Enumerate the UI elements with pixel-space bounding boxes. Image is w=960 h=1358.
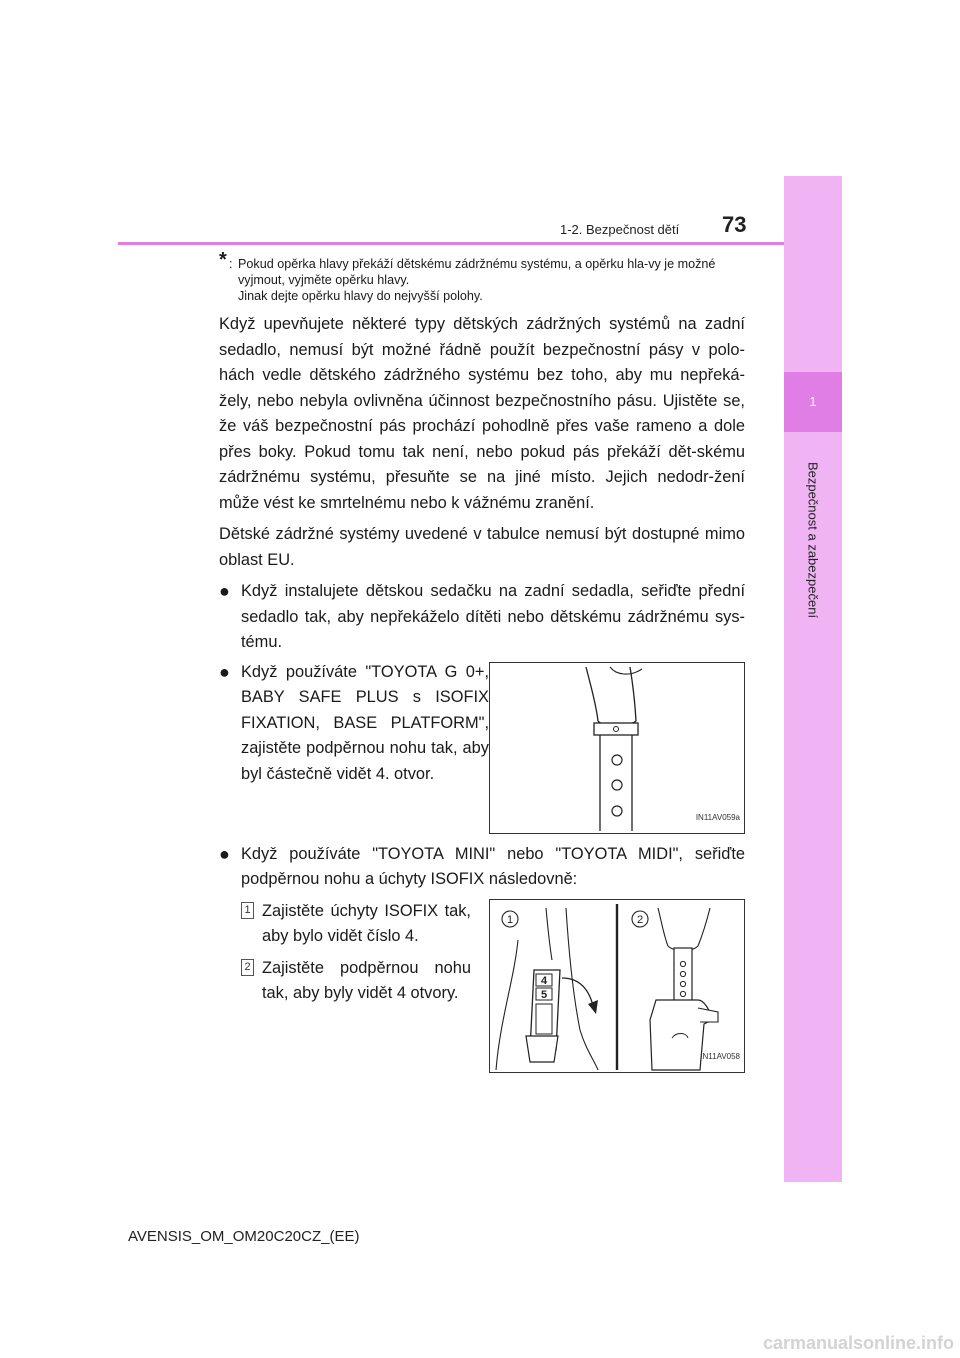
bullet-text-3: Když používáte "TOYOTA MINI" nebo "TOYOTA MIDI", seřiďte podpěrnou nohu a úchyty ISOFIX následovně: xyxy=(241,844,745,888)
step-number-2: 2 xyxy=(241,959,254,976)
page-number: 73 xyxy=(722,212,747,237)
figure-support-leg xyxy=(489,662,745,834)
watermark: carmanualsonline.info xyxy=(762,1333,954,1353)
isofix-steps xyxy=(241,899,471,1013)
bullet-item-3 xyxy=(219,842,745,893)
footnote xyxy=(219,249,745,304)
figure-isofix-adjust xyxy=(489,899,745,1073)
bullet-row-2 xyxy=(219,662,745,834)
isofix-steps-row xyxy=(219,899,745,1073)
document-code: AVENSIS_OM_OM20C20CZ_(EE) xyxy=(128,1228,360,1245)
body-paragraph-2: Dětské zádržné systémy uvedené v tabulce nemusí být dostupné mimo oblast EU. xyxy=(219,525,745,569)
bullet-item-2 xyxy=(219,660,489,788)
header-rule xyxy=(118,242,784,245)
step-text-1: Zajistěte úchyty ISOFIX tak, aby bylo vidět číslo 4. xyxy=(262,901,471,945)
step-text-2: Zajistěte podpěrnou nohu tak, aby byly vidět 4 otvory. xyxy=(262,958,471,1002)
bullet-dot: ● xyxy=(219,661,230,682)
bullet-dot: ● xyxy=(219,581,230,601)
step-item-2 xyxy=(241,956,471,1007)
chapter-side-tab xyxy=(784,176,842,1182)
figure-label-2: 2 xyxy=(636,913,644,926)
bullet-text-1: Když instalujete dětskou sedačku na zadní sedadla, seřiďte přední sedadlo tak, aby nepřekáželo dítěti nebo dětskému zádržnému sys-tému. xyxy=(241,582,745,651)
step-number-1: 1 xyxy=(241,902,254,919)
bullet-item-1 xyxy=(219,579,745,656)
figure-code-1: IN11AV059a xyxy=(695,813,740,822)
figure-digit-5: 5 xyxy=(540,988,548,1001)
step-item-1 xyxy=(241,899,471,950)
figure-digit-4: 4 xyxy=(540,974,548,987)
footnote-line-2: Jinak dejte opěrku hlavy do nejvyšší polohy. xyxy=(238,289,483,303)
bullet-text-2: Když používáte "TOYOTA G 0+, BABY SAFE PLUS s ISOFIX FIXATION, BASE PLATFORM", zajistěte podpěrnou nohu tak, aby byl částečně vidět 4. otvor. xyxy=(241,662,489,783)
figure-code-2: IN11AV058 xyxy=(700,1052,740,1061)
chapter-title-vertical: Bezpečnost a zabezpečení xyxy=(805,461,821,619)
chapter-number-tab: 1 xyxy=(784,372,842,432)
figure-label-1: 1 xyxy=(506,913,514,926)
footnote-star: * xyxy=(219,249,227,271)
bullet-dot: ● xyxy=(219,843,230,864)
page-content xyxy=(219,249,745,1073)
section-title: 1-2. Bezpečnost dětí xyxy=(560,222,680,237)
footnote-colon: : xyxy=(229,257,233,271)
footnote-line-1: Pokud opěrka hlavy překáží dětskému zádržnému systému, a opěrku hla-vy je možné vyjmout, vyjměte opěrku hlavy. xyxy=(238,257,716,287)
body-paragraph-1: Když upevňujete některé typy dětských zádržných systémů na zadní sedadlo, nemusí být možné řádně použít bezpečnostní pásy v polo-hách vedle dětského zádržného systému bez toho, aby mu nepřeká-žely, nebo nebyla ovlivněna účinnost bezpečnostního pásu. Ujistěte se, že váš bezpečnostní pás prochází pohodlně přes vaše rameno a dole přes boky. Pokud tomu tak není, nebo pokud pás překáží dět-skému zádržnému systému, přesuňte se na jiné místo. Jejich nedodr-žení může vést ke smrtelnému nebo k vážnému zranění. xyxy=(219,315,745,512)
